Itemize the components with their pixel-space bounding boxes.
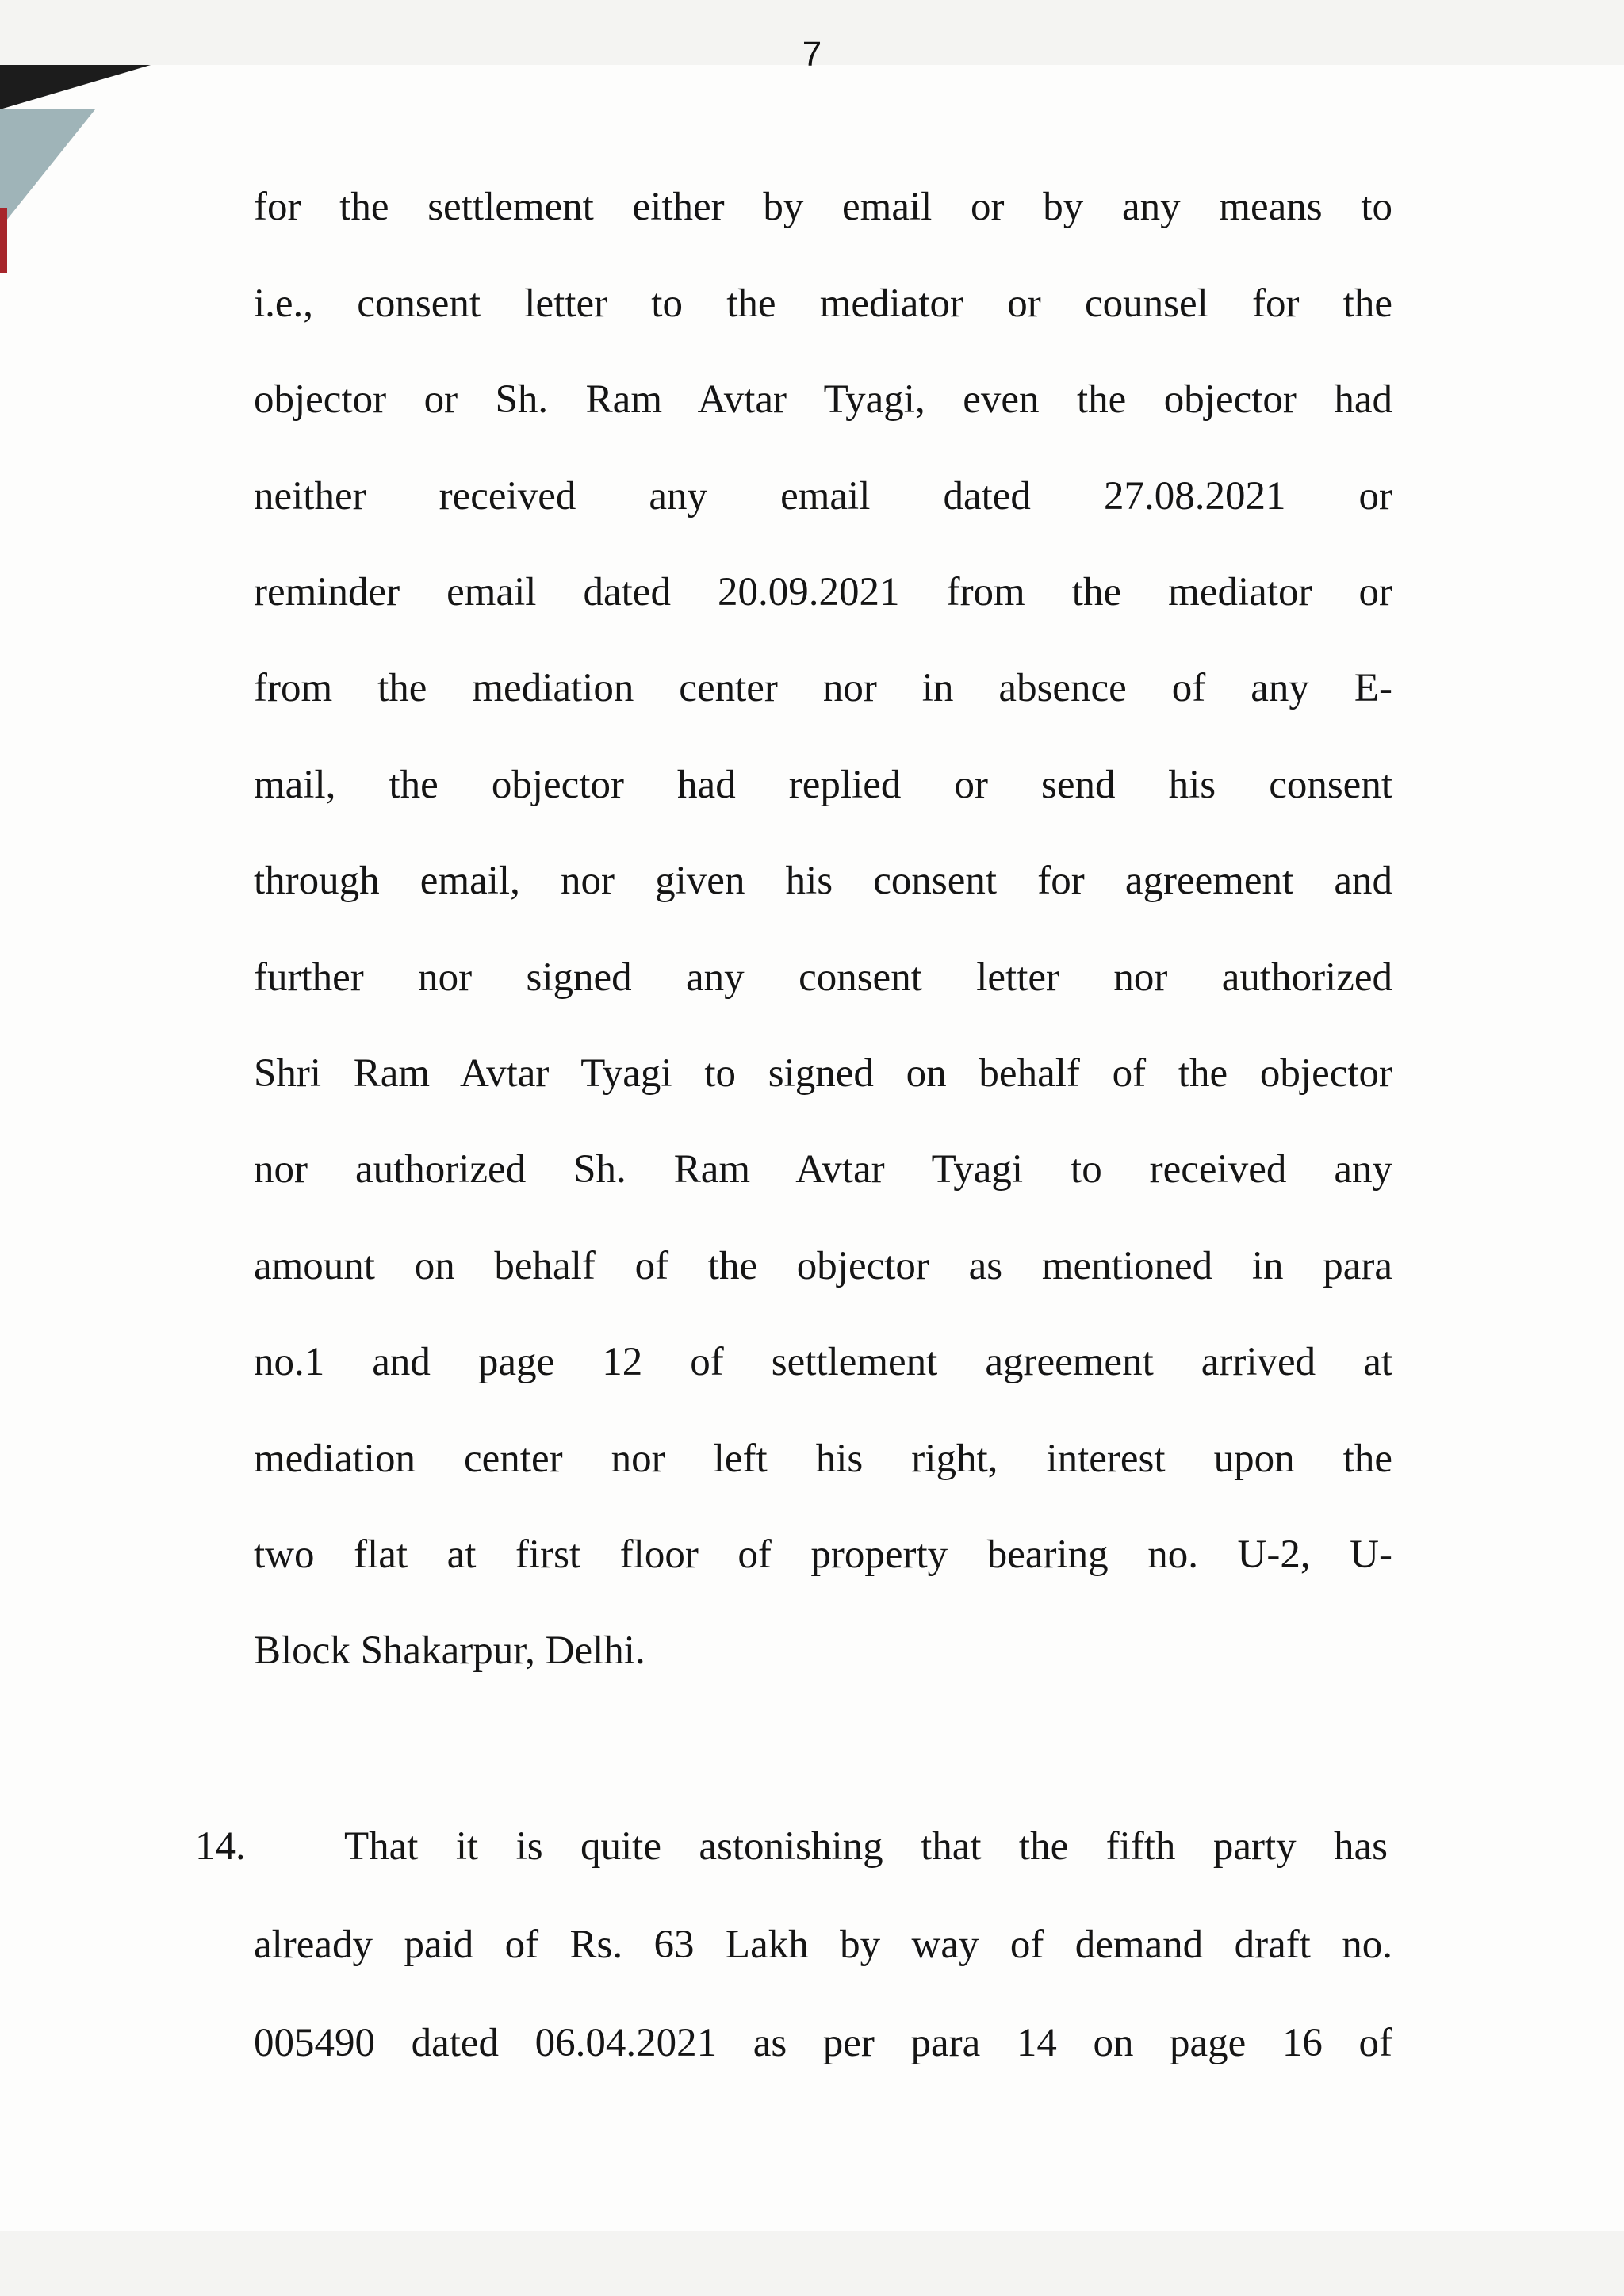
page-number: 7 bbox=[802, 35, 822, 74]
paragraph-number: 14. bbox=[195, 1824, 246, 1869]
paragraph-13-line: from the mediation center nor in absence of any E- bbox=[254, 666, 1392, 710]
paragraph-13-line: no.1 and page 12 of settlement agreement arrived at bbox=[254, 1340, 1392, 1384]
paragraph-13-line: through email, nor given his consent for agreement and bbox=[254, 859, 1392, 903]
paragraph-13-line: Shri Ram Avtar Tyagi to signed on behalf of the objector bbox=[254, 1051, 1392, 1096]
paragraph-13-line: objector or Sh. Ram Avtar Tyagi, even the objector had bbox=[254, 377, 1392, 422]
paragraph-14-line: That it is quite astonishing that the fifth party has bbox=[344, 1824, 1388, 1869]
paragraph-13-line: for the settlement either by email or by any means to bbox=[254, 185, 1392, 229]
paragraph-13-line: neither received any email dated 27.08.2021 or bbox=[254, 474, 1392, 519]
paragraph-13-line: Block Shakarpur, Delhi. bbox=[254, 1628, 645, 1673]
paragraph-13-line: mail, the objector had replied or send his consent bbox=[254, 763, 1392, 807]
paragraph-14-line: 005490 dated 06.04.2021 as per para 14 on page 16 of bbox=[254, 2021, 1392, 2065]
stamp-edge-mark bbox=[0, 208, 7, 273]
paragraph-13-line: mediation center nor left his right, interest upon the bbox=[254, 1437, 1392, 1481]
paragraph-13-line: two flat at first floor of property bearing no. U-2, U- bbox=[254, 1533, 1392, 1577]
paragraph-13-line: i.e., consent letter to the mediator or counsel for the bbox=[254, 281, 1392, 326]
paragraph-13-line: amount on behalf of the objector as mentioned in para bbox=[254, 1244, 1392, 1288]
paragraph-13-line: further nor signed any consent letter nor authorized bbox=[254, 955, 1392, 1000]
paragraph-13-line: reminder email dated 20.09.2021 from the mediator or bbox=[254, 570, 1392, 614]
folded-corner bbox=[0, 109, 95, 228]
paragraph-14-line: already paid of Rs. 63 Lakh by way of demand draft no. bbox=[254, 1923, 1392, 1967]
paragraph-13-line: nor authorized Sh. Ram Avtar Tyagi to received any bbox=[254, 1147, 1392, 1192]
